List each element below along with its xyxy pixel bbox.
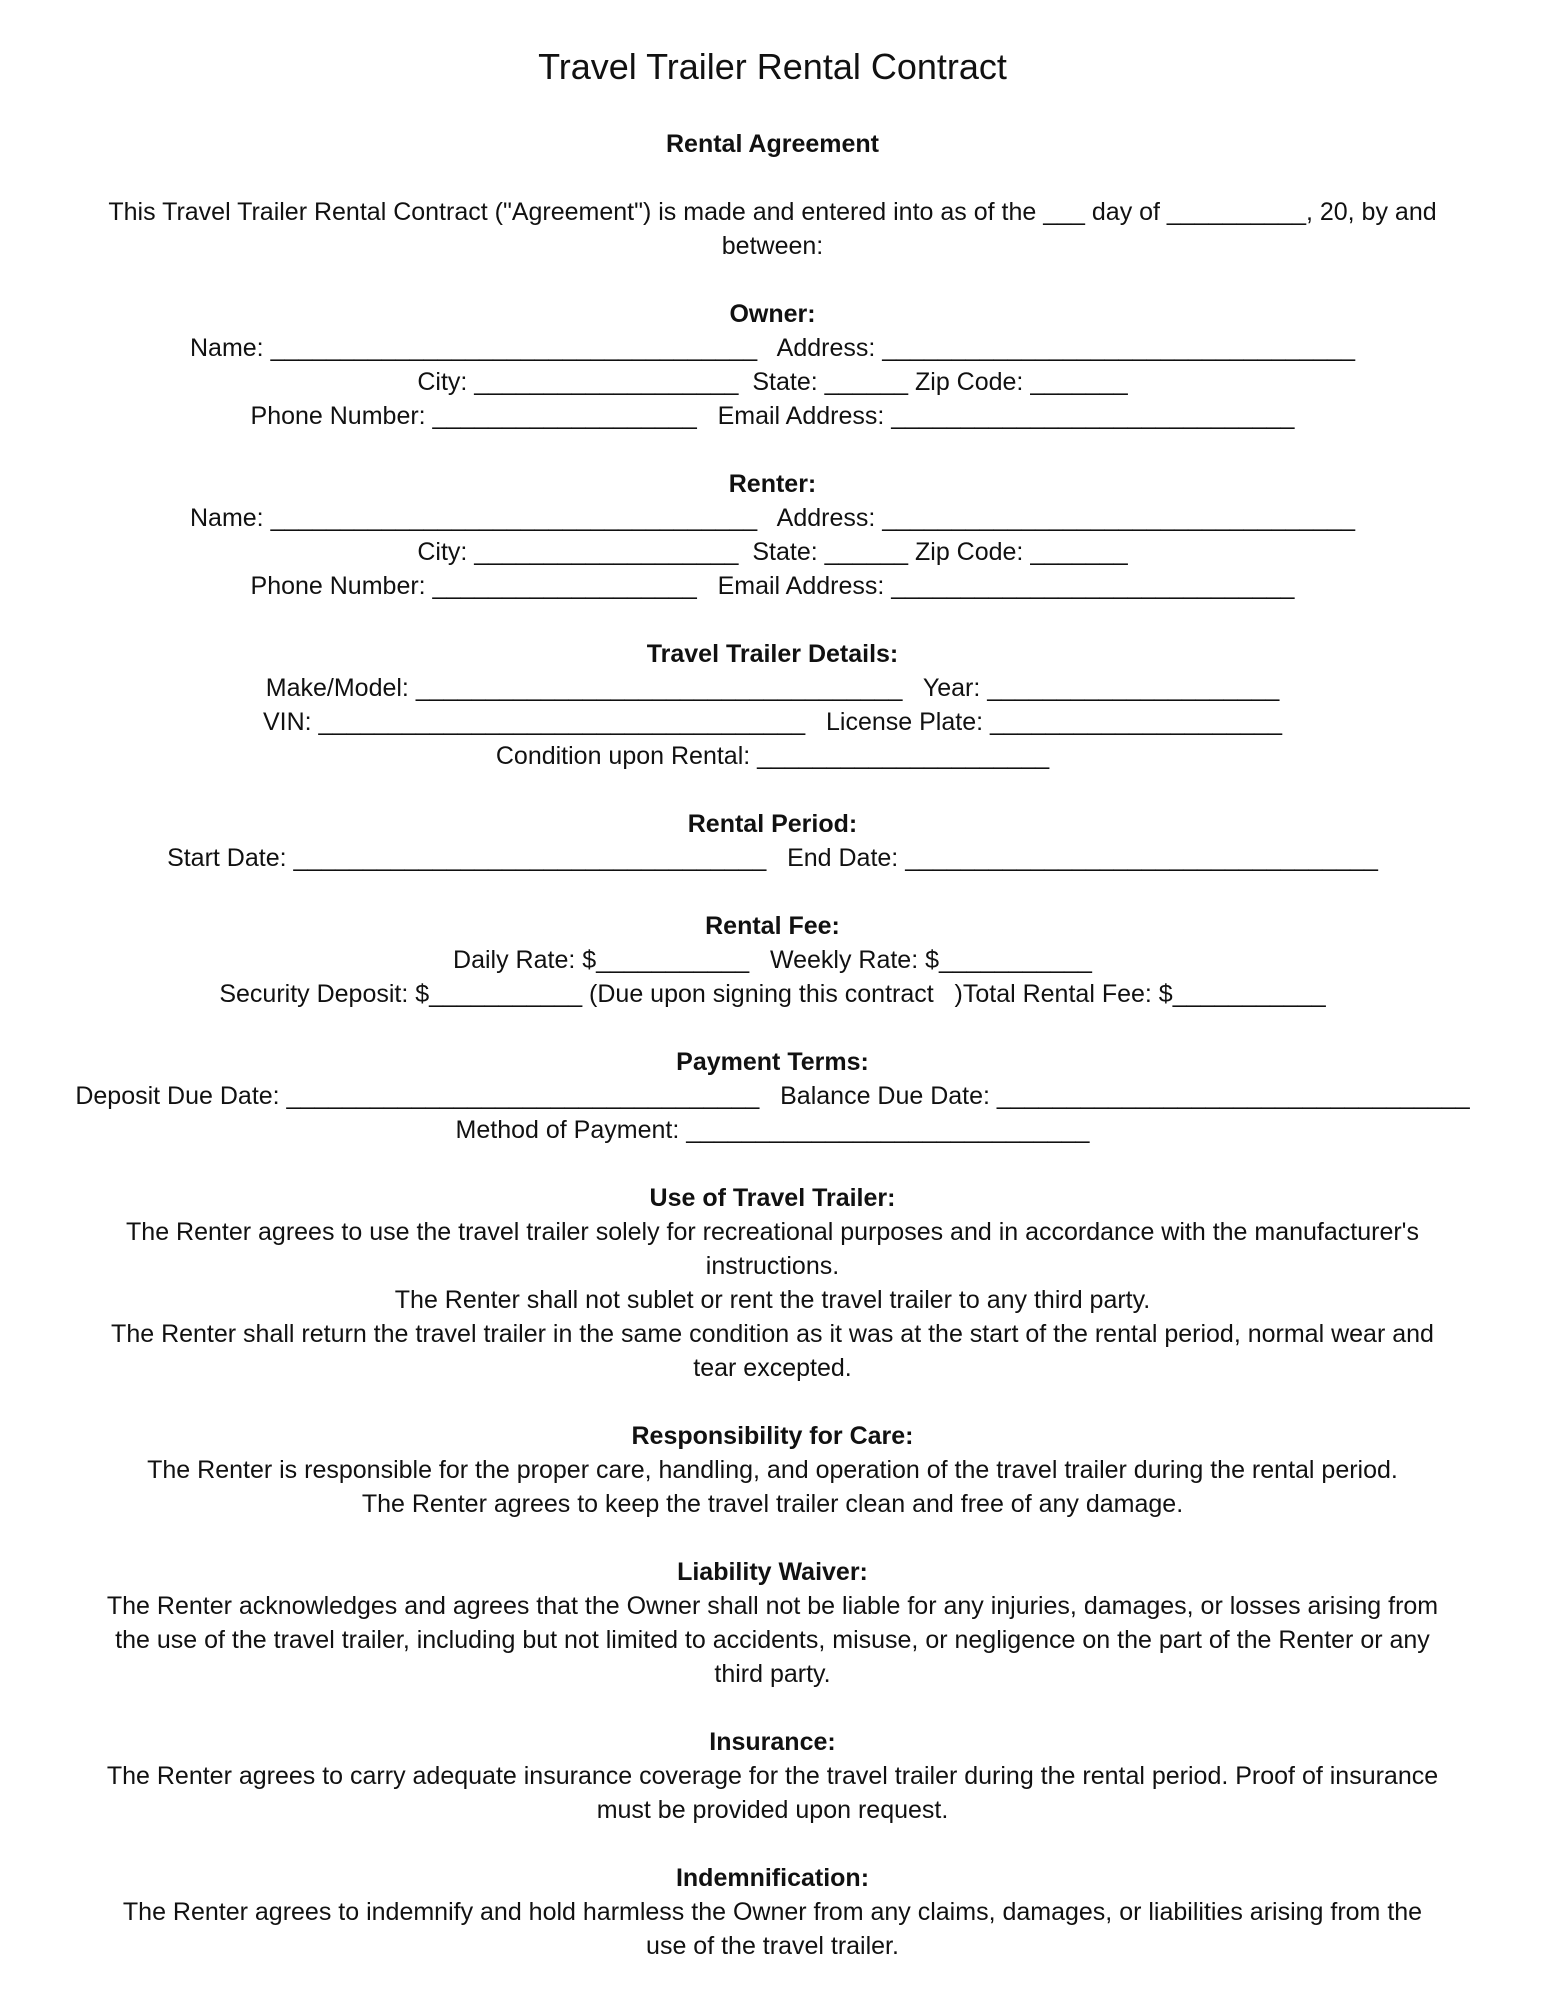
section-line: The Renter shall not sublet or rent the travel trailer to any third party. <box>394 1286 1151 1314</box>
section-line: third party. <box>714 1660 831 1688</box>
section-heading: Use of Travel Trailer: <box>649 1184 896 1212</box>
spacer <box>0 263 1545 297</box>
section-line: The Renter agrees to use the travel trailer solely for recreational purposes and in accordance with the manufacturer's <box>126 1218 1419 1246</box>
section-heading: Liability Waiver: <box>677 1558 868 1586</box>
spacer <box>0 433 1545 467</box>
section-line: Method of Payment: _____________________________ <box>455 1116 1090 1144</box>
section-line: tear excepted. <box>693 1354 852 1382</box>
section-line: Make/Model: ___________________________________ Year: _____________________ <box>265 674 1280 702</box>
spacer <box>0 603 1545 637</box>
section-line: instructions. <box>705 1252 840 1280</box>
spacer <box>0 1691 1545 1725</box>
section-heading: Renter: <box>728 470 817 498</box>
section-line: City: ___________________ State: ______ Zip Code: _______ <box>417 368 1128 396</box>
section-heading: Rental Period: <box>687 810 858 838</box>
spacer <box>0 1011 1545 1045</box>
section-line: Phone Number: ___________________ Email Address: _____________________________ <box>250 572 1295 600</box>
spacer <box>0 1385 1545 1419</box>
section-line: The Renter is responsible for the proper care, handling, and operation of the travel trailer during the rental period. <box>147 1456 1398 1484</box>
spacer <box>0 1521 1545 1555</box>
section-heading: Payment Terms: <box>676 1048 869 1076</box>
section-line: the use of the travel trailer, including but not limited to accidents, misuse, or negligence on the part of the Renter or any <box>115 1626 1430 1654</box>
spacer <box>0 161 1545 195</box>
intro-line: between: <box>721 232 824 260</box>
section-heading: Travel Trailer Details: <box>646 640 899 668</box>
contract-body <box>0 127 1545 1963</box>
section-line: must be provided upon request. <box>596 1796 949 1824</box>
spacer <box>0 1147 1545 1181</box>
document-title: Travel Trailer Rental Contract <box>538 46 1007 87</box>
spacer <box>0 1827 1545 1861</box>
section-line: Name: ___________________________________ Address: __________________________________ <box>189 334 1355 362</box>
section-line: The Renter acknowledges and agrees that the Owner shall not be liable for any injuries, damages, or losses arising from <box>106 1592 1439 1620</box>
section-line: Security Deposit: $___________ (Due upon signing this contract )Total Rental Fee: $___________ <box>219 980 1326 1008</box>
section-line: City: ___________________ State: ______ Zip Code: _______ <box>417 538 1128 566</box>
section-line: use of the travel trailer. <box>646 1932 899 1960</box>
spacer <box>0 875 1545 909</box>
section-line: Start Date: __________________________________ End Date: __________________________________ <box>167 844 1378 872</box>
agreement-heading: Rental Agreement <box>665 130 879 158</box>
section-heading: Insurance: <box>709 1728 836 1756</box>
intro-line: This Travel Trailer Rental Contract ("Agreement") is made and entered into as of the ___ day of __________, 20, by and <box>108 198 1437 226</box>
section-line: Daily Rate: $___________ Weekly Rate: $___________ <box>453 946 1092 974</box>
section-line: Condition upon Rental: _____________________ <box>495 742 1050 770</box>
section-line: Phone Number: ___________________ Email Address: _____________________________ <box>250 402 1295 430</box>
section-line: The Renter agrees to keep the travel trailer clean and free of any damage. <box>361 1490 1184 1518</box>
spacer <box>0 773 1545 807</box>
section-heading: Indemnification: <box>675 1864 870 1892</box>
section-line: The Renter agrees to carry adequate insurance coverage for the travel trailer during the rental period. Proof of insurance <box>106 1762 1439 1790</box>
section-heading: Owner: <box>729 300 816 328</box>
section-line: VIN: ___________________________________ License Plate: _____________________ <box>262 708 1282 736</box>
section-line: The Renter agrees to indemnify and hold harmless the Owner from any claims, damages, or liabilities arising from the <box>122 1898 1423 1926</box>
section-line: The Renter shall return the travel trailer in the same condition as it was at the start of the rental period, normal wear and <box>111 1320 1434 1348</box>
section-heading: Responsibility for Care: <box>631 1422 914 1450</box>
section-line: Name: ___________________________________ Address: __________________________________ <box>189 504 1355 532</box>
section-line: Deposit Due Date: __________________________________ Balance Due Date: __________________________________ <box>75 1082 1470 1110</box>
section-heading: Rental Fee: <box>705 912 840 940</box>
